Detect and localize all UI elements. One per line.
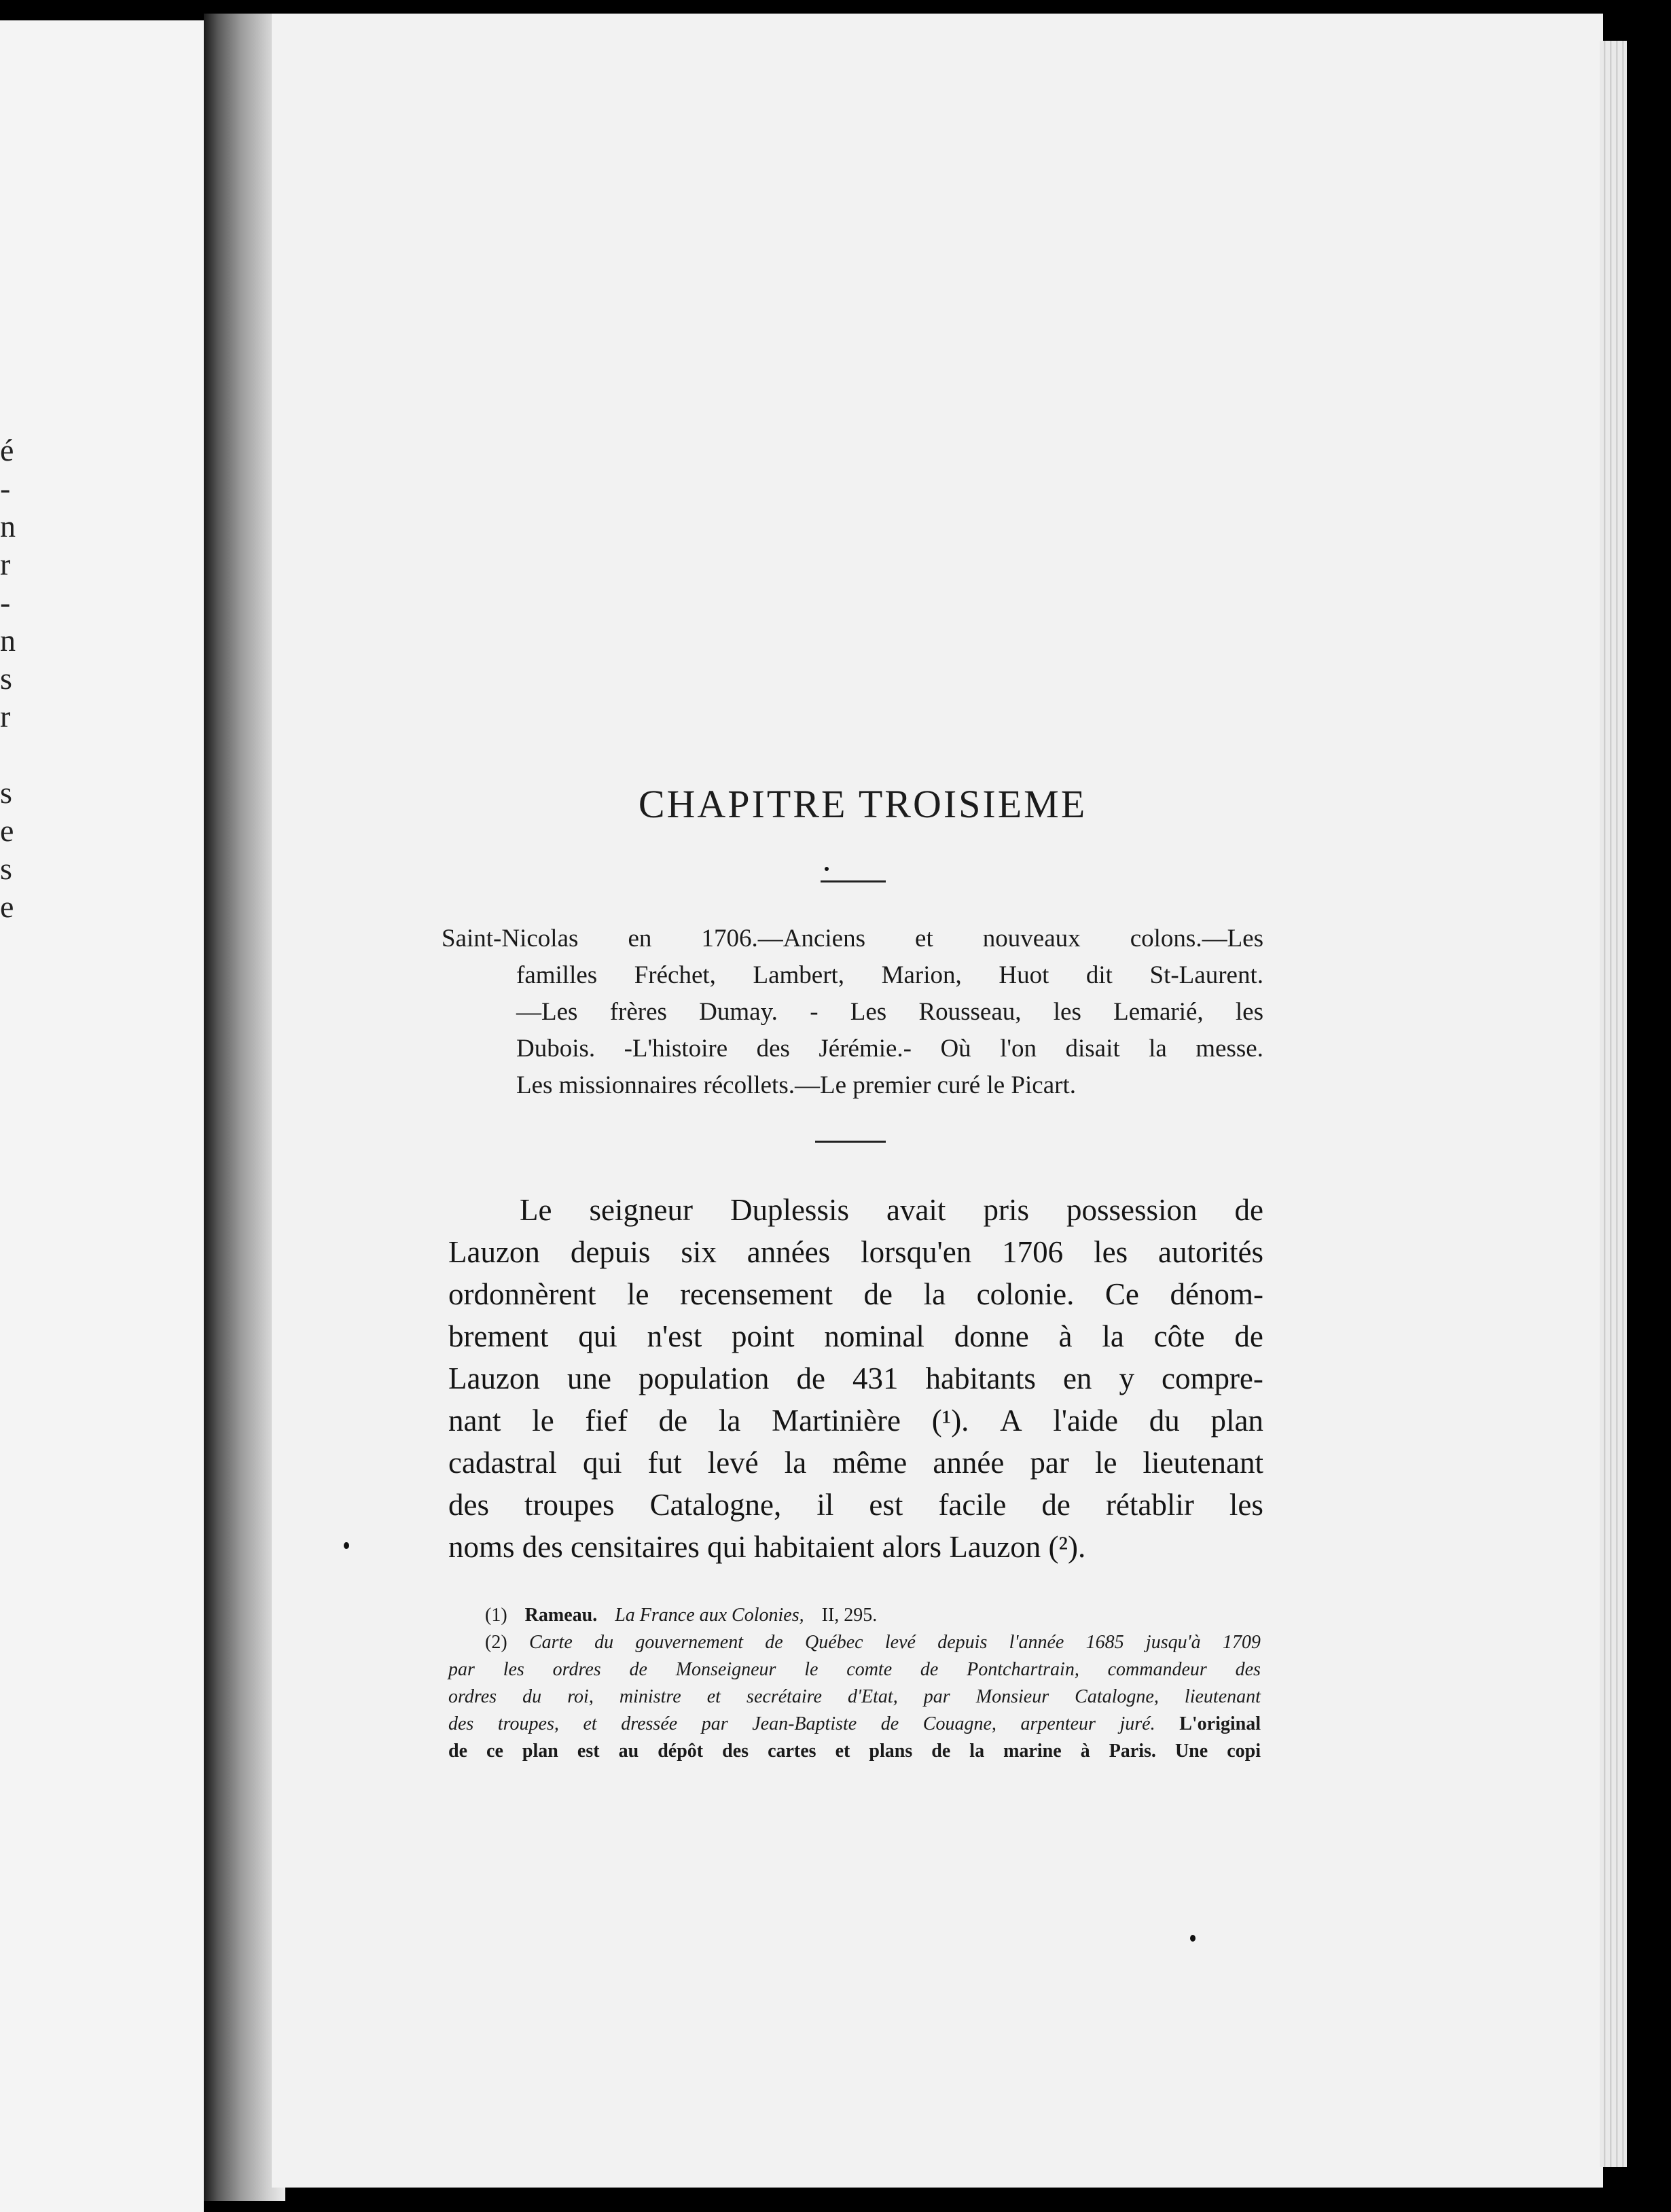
word: qui xyxy=(583,1446,622,1480)
word: les xyxy=(1094,1235,1128,1269)
word: du xyxy=(522,1686,542,1707)
word: Lauzon xyxy=(448,1361,540,1395)
word: roi, xyxy=(567,1686,594,1707)
word: Marion, xyxy=(881,961,962,989)
word: juré. xyxy=(1119,1713,1155,1734)
word: plan xyxy=(522,1741,558,1762)
footnote-2 xyxy=(448,1629,1261,1765)
text-line xyxy=(448,1231,1263,1273)
word: troupes, xyxy=(497,1713,559,1734)
footnote-work-title: La France aux Colonies, xyxy=(615,1605,804,1626)
word: Monseigneur xyxy=(675,1659,776,1680)
word: et xyxy=(835,1741,850,1762)
text-line xyxy=(448,1399,1263,1442)
word: par xyxy=(448,1659,475,1680)
word: (2) xyxy=(485,1632,507,1653)
word: côte xyxy=(1153,1319,1205,1353)
word: Une xyxy=(1174,1741,1208,1762)
word: n'est xyxy=(647,1319,702,1353)
edge-letter: - xyxy=(0,585,11,620)
word: ordonnèrent xyxy=(448,1277,596,1311)
footnote-line xyxy=(448,1738,1261,1765)
word: plan xyxy=(1210,1404,1263,1438)
word: de xyxy=(658,1404,688,1438)
footnote-line xyxy=(448,1711,1261,1738)
edge-letter: s xyxy=(0,661,12,696)
word: même xyxy=(832,1446,908,1480)
word: cadastral xyxy=(448,1446,557,1480)
word: seigneur xyxy=(589,1193,693,1227)
word: l'on xyxy=(1000,1035,1037,1063)
word: - xyxy=(810,998,819,1026)
word: Huot xyxy=(999,961,1049,989)
word: cartes xyxy=(768,1741,816,1762)
footnote-line xyxy=(448,1629,1261,1656)
word: et xyxy=(706,1686,721,1707)
word: par xyxy=(1030,1446,1069,1480)
word: levé xyxy=(884,1632,916,1653)
text-line xyxy=(448,1189,1263,1231)
word: des xyxy=(448,1488,489,1522)
word: du xyxy=(594,1632,614,1653)
word: comte xyxy=(846,1659,893,1680)
word: Lambert, xyxy=(753,961,845,989)
word: de xyxy=(863,1277,893,1311)
word: Saint-Nicolas xyxy=(442,925,579,952)
word: de xyxy=(765,1632,783,1653)
word: la xyxy=(1102,1319,1124,1353)
word: depuis xyxy=(937,1632,988,1653)
word: ordres xyxy=(552,1659,601,1680)
word: ministre xyxy=(619,1686,681,1707)
word: y xyxy=(1119,1361,1134,1395)
word: Couagne, xyxy=(922,1713,996,1734)
word: frères xyxy=(609,998,667,1026)
word: des xyxy=(722,1741,749,1762)
word: Dubois. xyxy=(516,1035,596,1063)
word: Les xyxy=(850,998,887,1026)
word: des xyxy=(448,1713,474,1734)
word: avait xyxy=(886,1193,946,1227)
word: commandeur xyxy=(1107,1659,1207,1680)
word: Jérémie.- xyxy=(819,1035,912,1063)
body-paragraph xyxy=(448,1189,1263,1568)
word: de xyxy=(629,1659,647,1680)
word: noms des censitaires qui habitaient alors Lauzon (²). xyxy=(448,1530,1086,1564)
word: fief xyxy=(585,1404,628,1438)
word: Le xyxy=(520,1193,552,1227)
word: gouvernement xyxy=(635,1632,743,1653)
word: colons.—Les xyxy=(1130,925,1263,952)
word: —Les xyxy=(516,998,578,1026)
edge-letter: é xyxy=(0,433,14,467)
word: dressée xyxy=(621,1713,678,1734)
word: copi xyxy=(1227,1741,1261,1762)
text-line xyxy=(442,1031,1263,1067)
word: à xyxy=(1058,1319,1073,1353)
word: Lemarié, xyxy=(1113,998,1204,1026)
word: autorités xyxy=(1158,1235,1263,1269)
word: par xyxy=(923,1686,950,1707)
word: qui xyxy=(578,1319,617,1353)
word: 1685 xyxy=(1085,1632,1124,1653)
word: marine xyxy=(1003,1741,1062,1762)
word: point xyxy=(732,1319,795,1353)
word: du xyxy=(1149,1404,1180,1438)
word: Monsieur xyxy=(975,1686,1049,1707)
word: Paris. xyxy=(1109,1741,1156,1762)
word: disait xyxy=(1065,1035,1120,1063)
word: par xyxy=(701,1713,728,1734)
word: de xyxy=(448,1741,467,1762)
word: facile xyxy=(938,1488,1007,1522)
footnote-reference: II, 295. xyxy=(821,1605,878,1626)
word: dépôt xyxy=(658,1741,704,1762)
word: Rousseau, xyxy=(918,998,1022,1026)
word: les xyxy=(503,1659,524,1680)
word: plans xyxy=(869,1741,913,1762)
word: des xyxy=(1235,1659,1261,1680)
word: le xyxy=(804,1659,819,1680)
word: et xyxy=(915,925,933,952)
word: au xyxy=(618,1741,639,1762)
word: fut xyxy=(647,1446,682,1480)
title-separator-rule xyxy=(821,880,886,882)
word: dénom- xyxy=(1170,1277,1263,1311)
word: des xyxy=(756,1035,790,1063)
text-line xyxy=(442,994,1263,1031)
word: d'Etat, xyxy=(848,1686,898,1707)
word: Pontchartrain, xyxy=(967,1659,1079,1680)
word: -L'histoire xyxy=(624,1035,728,1063)
word: le xyxy=(627,1277,649,1311)
word: la xyxy=(784,1446,807,1480)
word: le xyxy=(532,1404,554,1438)
word: arpenteur xyxy=(1020,1713,1096,1734)
text-line xyxy=(442,1067,1263,1104)
footnote-1 xyxy=(448,1602,1261,1629)
text-line xyxy=(442,921,1263,957)
word: années xyxy=(747,1235,831,1269)
word: possession xyxy=(1066,1193,1198,1227)
text-line xyxy=(448,1273,1263,1315)
word: secrétaire xyxy=(747,1686,822,1707)
word: en xyxy=(1062,1361,1092,1395)
word: Catalogne, xyxy=(649,1488,782,1522)
ink-speck xyxy=(825,867,829,871)
word: et xyxy=(583,1713,597,1734)
ink-speck xyxy=(1190,1935,1196,1942)
chapter-summary xyxy=(442,921,1263,1104)
text-line xyxy=(442,957,1263,994)
word: nant xyxy=(448,1404,501,1438)
word: la xyxy=(923,1277,946,1311)
word: St-Laurent. xyxy=(1149,961,1263,989)
word: Où xyxy=(940,1035,971,1063)
word: l'année xyxy=(1009,1632,1064,1653)
text-line xyxy=(448,1484,1263,1526)
word: depuis xyxy=(570,1235,651,1269)
word: A xyxy=(1000,1404,1022,1438)
word: l'aide xyxy=(1053,1404,1118,1438)
text-line xyxy=(448,1357,1263,1399)
word: Les missionnaires récollets.—Le premier curé le Picart. xyxy=(516,1071,1076,1099)
word: rétablir xyxy=(1105,1488,1194,1522)
word: Martinière xyxy=(772,1404,901,1438)
word: Duplessis xyxy=(730,1193,849,1227)
word: à xyxy=(1080,1741,1090,1762)
word: brement xyxy=(448,1319,549,1353)
word: année xyxy=(933,1446,1005,1480)
word: Ce xyxy=(1104,1277,1139,1311)
word: nominal xyxy=(824,1319,924,1353)
word: familles xyxy=(516,961,598,989)
word: le xyxy=(1094,1446,1117,1480)
word: dit xyxy=(1085,961,1113,989)
edge-letter: n xyxy=(0,623,16,658)
word: de xyxy=(920,1659,939,1680)
word: de xyxy=(796,1361,825,1395)
word: de xyxy=(1234,1319,1263,1353)
word: la xyxy=(1149,1035,1167,1063)
word: de xyxy=(1234,1193,1263,1227)
text-line xyxy=(448,1442,1263,1484)
word: Catalogne, xyxy=(1075,1686,1159,1707)
word: population xyxy=(638,1361,770,1395)
word: les xyxy=(1053,998,1081,1026)
word: est xyxy=(869,1488,903,1522)
edge-letter: e xyxy=(0,889,14,924)
summary-separator-rule xyxy=(815,1141,886,1143)
word: six xyxy=(681,1235,717,1269)
word: L'original xyxy=(1179,1713,1261,1734)
word: Jean-Baptiste xyxy=(752,1713,857,1734)
edge-letter: e xyxy=(0,813,14,848)
text-line xyxy=(448,1315,1263,1357)
word: 1706 xyxy=(1002,1235,1064,1269)
word: ordres xyxy=(448,1686,497,1707)
word: les xyxy=(1235,998,1263,1026)
edge-letter: - xyxy=(0,471,11,505)
word: les xyxy=(1229,1488,1263,1522)
word: levé xyxy=(707,1446,759,1480)
word: la xyxy=(969,1741,985,1762)
word: 431 xyxy=(852,1361,899,1395)
word: colonie. xyxy=(976,1277,1075,1311)
ink-speck xyxy=(344,1542,349,1549)
facing-page-fragment xyxy=(0,20,204,2212)
word: 1709 xyxy=(1222,1632,1261,1653)
word: lieutenant xyxy=(1143,1446,1263,1480)
word: Québec xyxy=(805,1632,863,1653)
word: lorsqu'en xyxy=(861,1235,972,1269)
edge-letter: s xyxy=(0,775,12,810)
edge-letter: r xyxy=(0,699,11,734)
word: de xyxy=(1041,1488,1071,1522)
word: Dumay. xyxy=(699,998,778,1026)
edge-letter: s xyxy=(0,851,12,886)
footnote-marker: (1) xyxy=(485,1605,507,1626)
word: la xyxy=(718,1404,741,1438)
word: Lauzon xyxy=(448,1235,540,1269)
footnote-line xyxy=(448,1656,1261,1683)
word: Carte xyxy=(528,1632,573,1653)
word: 1706.—Anciens xyxy=(701,925,865,952)
word: donne xyxy=(954,1319,1029,1353)
word: une xyxy=(567,1361,611,1395)
word: de xyxy=(931,1741,951,1762)
footnote-author: Rameau. xyxy=(524,1605,598,1626)
page-stack-edges xyxy=(1600,41,1627,2167)
word: lieutenant xyxy=(1184,1686,1261,1707)
word: habitants xyxy=(925,1361,1036,1395)
word: de xyxy=(880,1713,899,1734)
word: pris xyxy=(983,1193,1029,1227)
word: ce xyxy=(486,1741,503,1762)
text-line xyxy=(448,1526,1263,1568)
word: troupes xyxy=(524,1488,615,1522)
chapter-title: CHAPITRE TROISIEME xyxy=(638,782,1088,826)
word: il xyxy=(816,1488,834,1522)
word: est xyxy=(577,1741,600,1762)
word: compre- xyxy=(1161,1361,1263,1395)
footnote-line xyxy=(448,1683,1261,1711)
footnotes xyxy=(448,1602,1261,1765)
word: nouveaux xyxy=(982,925,1081,952)
word: (¹). xyxy=(931,1404,969,1438)
word: Fréchet, xyxy=(634,961,716,989)
word: recensement xyxy=(680,1277,833,1311)
word: messe. xyxy=(1196,1035,1263,1063)
edge-letter: n xyxy=(0,509,16,543)
edge-letter: r xyxy=(0,547,11,582)
word: jusqu'à xyxy=(1145,1632,1201,1653)
word: en xyxy=(628,925,652,952)
